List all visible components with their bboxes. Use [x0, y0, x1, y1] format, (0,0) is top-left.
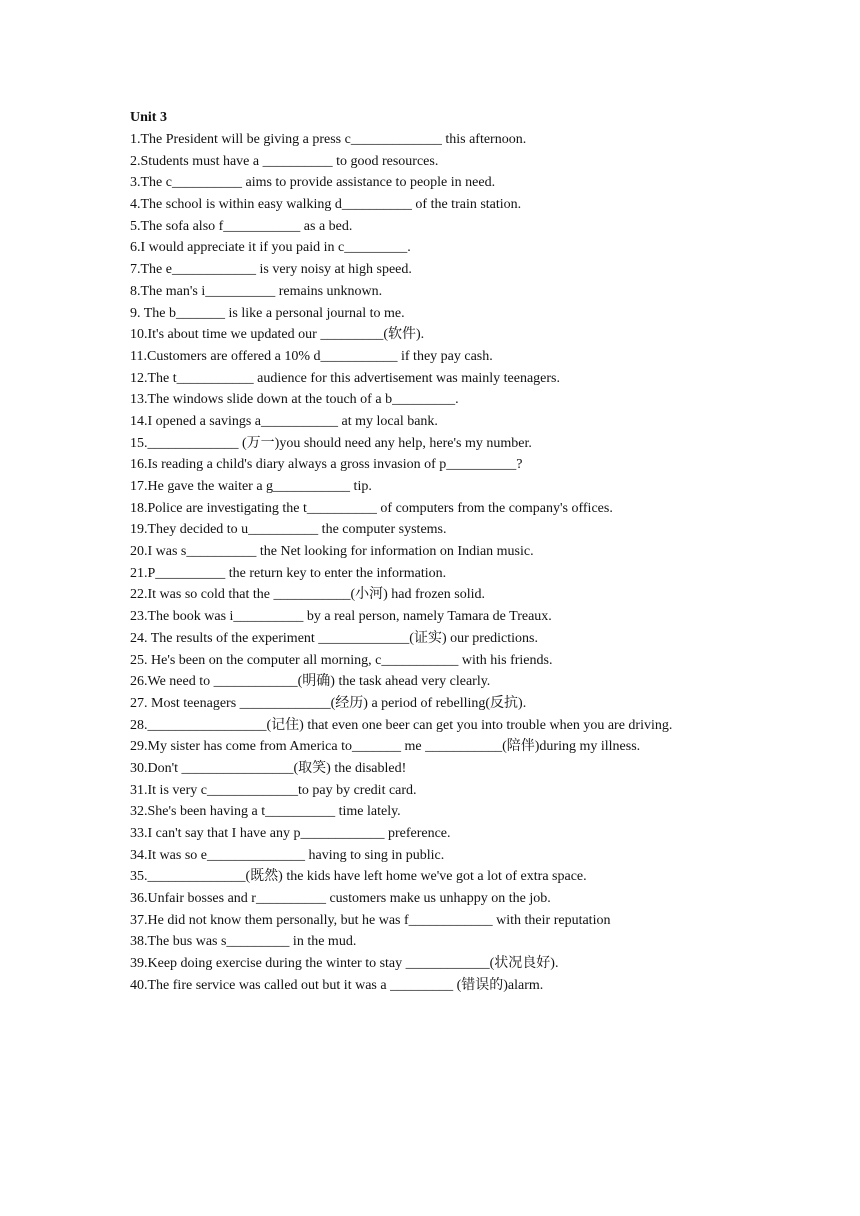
exercise-line: 30.Don't ________________(取笑) the disabled!	[130, 760, 407, 776]
exercise-line: 38.The bus was s_________ in the mud.	[130, 934, 357, 950]
exercise-line: 18.Police are investigating the t__________ of computers from the company's offices.	[130, 500, 613, 516]
exercise-line: 25. He's been on the computer all morning, c___________ with his friends.	[130, 652, 553, 668]
exercise-line: 40.The fire service was called out but it was a _________ (错误的)alarm.	[130, 977, 544, 993]
exercise-line: 19.They decided to u__________ the computer systems.	[130, 522, 447, 538]
exercise-line: 7.The e____________ is very noisy at high speed.	[130, 262, 412, 278]
exercise-line: 36.Unfair bosses and r__________ customers make us unhappy on the job.	[130, 891, 551, 907]
exercise-line: 21.P__________ the return key to enter the information.	[130, 565, 447, 581]
exercise-line: 22.It was so cold that the ___________(小河) had frozen solid.	[130, 587, 485, 603]
exercise-line: 33.I can't say that I have any p____________ preference.	[130, 826, 451, 841]
unit-title: Unit 3	[130, 110, 167, 125]
exercise-line: 20.I was s__________ the Net looking for information on Indian music.	[130, 544, 534, 560]
exercise-line: 11.Customers are offered a 10% d___________ if they pay cash.	[130, 348, 493, 364]
exercise-line: 24. The results of the experiment _____________(证实) our predictions.	[130, 630, 538, 646]
exercise-list	[130, 129, 830, 997]
exercise-line: 23.The book was i__________ by a real person, namely Tamara de Treaux.	[130, 609, 552, 625]
exercise-line: 3.The c__________ aims to provide assistance to people in need.	[130, 175, 496, 191]
exercise-line: 28._________________(记住) that even one beer can get you into trouble when you are driving.	[130, 717, 673, 733]
document-body	[130, 107, 830, 997]
exercise-line: 2.Students must have a __________ to good resources.	[130, 153, 439, 169]
exercise-line: 8.The man's i__________ remains unknown.	[130, 283, 383, 299]
exercise-line: 39.Keep doing exercise during the winter to stay ____________(状况良好).	[130, 956, 559, 972]
exercise-line: 37.He did not know them personally, but he was f____________ with their reputation	[130, 912, 611, 928]
exercise-line: 31.It is very c_____________to pay by credit card.	[130, 782, 417, 798]
exercise-line: 32.She's been having a t__________ time lately.	[130, 804, 401, 820]
exercise-line: 4.The school is within easy walking d__________ of the train station.	[130, 197, 522, 213]
exercise-line: 27. Most teenagers _____________(经历) a period of rebelling(反抗).	[130, 695, 527, 711]
exercise-line: 29.My sister has come from America to_______ me ___________(陪伴)during my illness.	[130, 739, 641, 755]
exercise-line: 26.We need to ____________(明确) the task ahead very clearly.	[130, 674, 491, 690]
exercise-line: 35.______________(既然) the kids have left home we've got a lot of extra space.	[130, 869, 587, 885]
exercise-line: 17.He gave the waiter a g___________ tip.	[130, 479, 372, 494]
exercise-line: 9. The b_______ is like a personal journal to me.	[130, 305, 405, 321]
exercise-line: 34.It was so e______________ having to sing in public.	[130, 847, 445, 863]
exercise-line: 6.I would appreciate it if you paid in c_________.	[130, 240, 411, 256]
exercise-line: 1.The President will be giving a press c_____________ this afternoon.	[130, 132, 527, 147]
exercise-line: 13.The windows slide down at the touch of a b_________.	[130, 392, 459, 408]
exercise-line: 10.It's about time we updated our _________(软件).	[130, 327, 425, 343]
exercise-line: 14.I opened a savings a___________ at my local bank.	[130, 413, 438, 429]
exercise-line: 16.Is reading a child's diary always a gross invasion of p__________?	[130, 457, 523, 473]
exercise-line: 12.The t___________ audience for this advertisement was mainly teenagers.	[130, 370, 560, 386]
exercise-line: 15._____________ (万一)you should need any help, here's my number.	[130, 435, 532, 451]
exercise-line: 5.The sofa also f___________ as a bed.	[130, 218, 353, 234]
